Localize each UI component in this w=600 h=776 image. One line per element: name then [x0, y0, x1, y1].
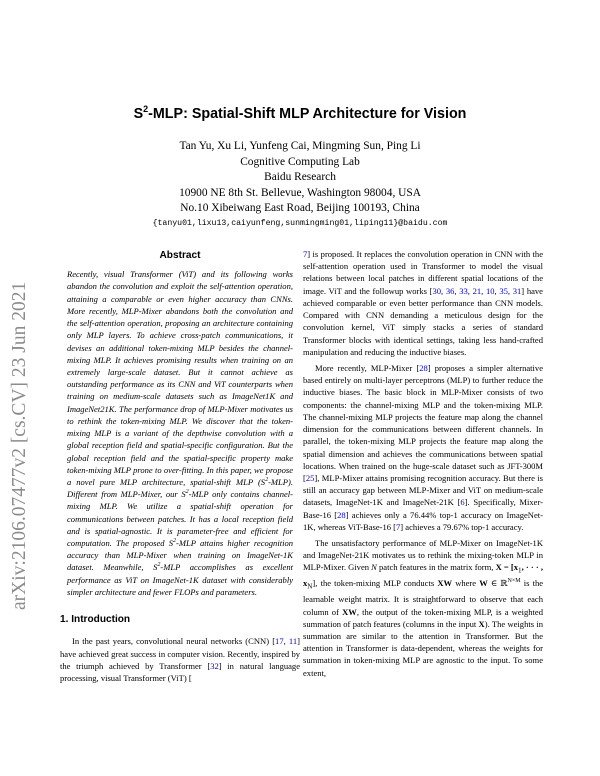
citation-link[interactable]: 35	[499, 285, 508, 296]
intro-paragraph-3: The unsatisfactory performance of MLP-Mixer on ImageNet-1K and ImageNet-21K motivates us to rethink the mixing-token MLP in MLP-Mixer. Given N patch features in the matrix form, $X = [x_1$, · · · , $x_N$], the token-mixing MLP conducts XW where W ∈ ℝ$^{N\times M}$ is the learnable weight matrix. It is straightforward to observe that each column of XW, the output of the token-mixing MLP, is a weighted summation of patch features (columns in the input X). The weights in summation are similar to the attention in Transformer. But the attention in Transformer is data-dependent, whereas the weights for summation in token-mixing MLP are agnostic to the input. To some extent,	[303, 538, 544, 678]
author-emails: {tanyu01,lixu13,caiyunfeng,sunmingming01,liping11}@baidu.com	[152, 218, 448, 228]
intro-paragraph-1-start: In the past years, convolutional neural networks (CNN) [17, 11] have achieved great success in computer vision. Recently, inspired by the triumph achieved by Transformer [32] in natural language processing, visual Transformer (ViT) [	[60, 636, 300, 683]
title-superscript: 2	[143, 104, 149, 115]
citation-link[interactable]: 25	[305, 472, 315, 483]
citation-link[interactable]: 11	[288, 636, 298, 647]
left-column	[60, 250, 300, 684]
citation-link[interactable]: 31	[512, 285, 522, 296]
citation-link[interactable]: 36	[445, 285, 455, 296]
intro-paragraph-2: More recently, MLP-Mixer [28] proposes a simpler alternative based entirely on multi-layer perceptrons (MLP) to further reduce the inductive biases. The basic block in MLP-Mixer consists of two components: the channel-mixing MLP and the token-mixing MLP. The channel-mixing MLP projects the feature map along the channel dimension for the communications between different channels. In parallel, the token-mixing MLP projects the feature map along the spatial dimension and achieves the communications between spatial locations. When trained on the huge-scale dataset such as JFT-300M [25], MLP-Mixer attains promising recognition accuracy. But there is still an accuracy gap between MLP-Mixer and ViT on medium-scale datasets, ImageNet-1K and ImageNet-21K [6]. Specifically, Mixer-Base-16 [28] achieves only a 76.44% top-1 accuracy on ImageNet-1K, whereas ViT-Base-16 [7] achieves a 79.67% top-1 accuracy.	[303, 362, 543, 532]
author-block	[60, 139, 540, 231]
citation-link[interactable]: 28	[337, 509, 346, 520]
arxiv-identifier	[6, 212, 32, 612]
right-column	[303, 248, 543, 679]
introduction-heading: 1. Introduction	[60, 614, 131, 626]
author-lab: Cognitive Computing Lab	[240, 155, 360, 168]
citation-link[interactable]: 10	[485, 285, 495, 296]
author-names: Tan Yu, Xu Li, Yunfeng Cai, Mingming Sun, Ping Li	[179, 140, 421, 152]
citation-link[interactable]: 7	[303, 249, 308, 259]
abstract-heading: Abstract	[159, 250, 201, 261]
title-rest: -MLP: Spatial-Shift MLP Architecture for Vision	[148, 106, 467, 122]
citation-link[interactable]: 30	[432, 285, 442, 296]
citation-link[interactable]: 7	[396, 521, 401, 532]
title-prefix: S	[133, 106, 144, 122]
author-address-1: 10900 NE 8th St. Bellevue, Washington 98004, USA	[179, 186, 421, 199]
abstract-text: Recently, visual Transformer (ViT) and its following works abandon the convolution and exploit the self-attention operation, attaining a comparable or even higher accuracy than CNNs. More recently, MLP-Mixer abandons both the convolution and the self-attention operation, proposing an architecture containing only MLP layers. To achieve cross-patch communications, it devises an additional token-mixing MLP besides the channel-mixing MLP. It achieves promising results when training on an extremely large-scale dataset. But it cannot achieve as outstanding performance as its CNN and ViT counterparts when training on medium-scale datasets such as ImageNet1K and ImageNet21K. The performance drop of MLP-Mixer motivates us to rethink the token-mixing MLP. We discover that the token-mixing MLP is a variant of the depthwise convolution with a global reception field and spatial-specific configuration. But the global reception field and the spatial-specific property make token-mixing MLP prone to over-fitting. In this paper, we propose a novel pure MLP architecture, spatial-shift MLP $(S^2-MLP)$. Different from MLP-Mixer, our $S^2$-MLP only contains channel-mixing MLP. We utilize a spatial-shift operation for communications between patches. It has a local reception field and is spatial-agnostic. It is parameter-free and efficient for computation. The proposed $S^2$-MLP attains higher recognition accuracy than MLP-Mixer when training on ImageNet-1K dataset. Meanwhile, $S^2$-MLP accomplishes as excellent performance as ViT on ImageNet-1K dataset with considerably simpler architecture and fewer FLOPs and parameters.	[67, 269, 293, 597]
citation-link[interactable]: 33	[459, 285, 468, 296]
citation-link[interactable]: 32	[210, 660, 219, 671]
citation-link[interactable]: 6	[460, 497, 465, 508]
citation-link[interactable]: 17	[275, 636, 284, 647]
author-org: Baidu Research	[264, 171, 336, 184]
citation-link[interactable]: 21	[472, 285, 482, 296]
paper-title	[60, 106, 540, 122]
author-address-2: No.10 Xibeiwang East Road, Beijing 100193, China	[180, 202, 420, 215]
citation-link[interactable]: 28	[419, 362, 428, 373]
intro-paragraph-1-continued: 7] is proposed. It replaces the convolution operation in CNN with the self-attention operation used in Transformer to model the visual relations between local patches in different spatial locations of the image. ViT and the followup works [30, 36, 33, 21, 10, 35, 31] have achieved comparable or even better performance than CNN models. Compared with CNN demanding a meticulous design for the convolution kernel, ViT simply stacks a series of standard Transformer blocks with identical settings, taking less hand-crafted manipulation and reducing the inductive biases.	[303, 249, 543, 357]
arxiv-identifier-text: arXiv:2106.07477v2 [cs.CV] 23 Jun 2021	[9, 281, 30, 610]
